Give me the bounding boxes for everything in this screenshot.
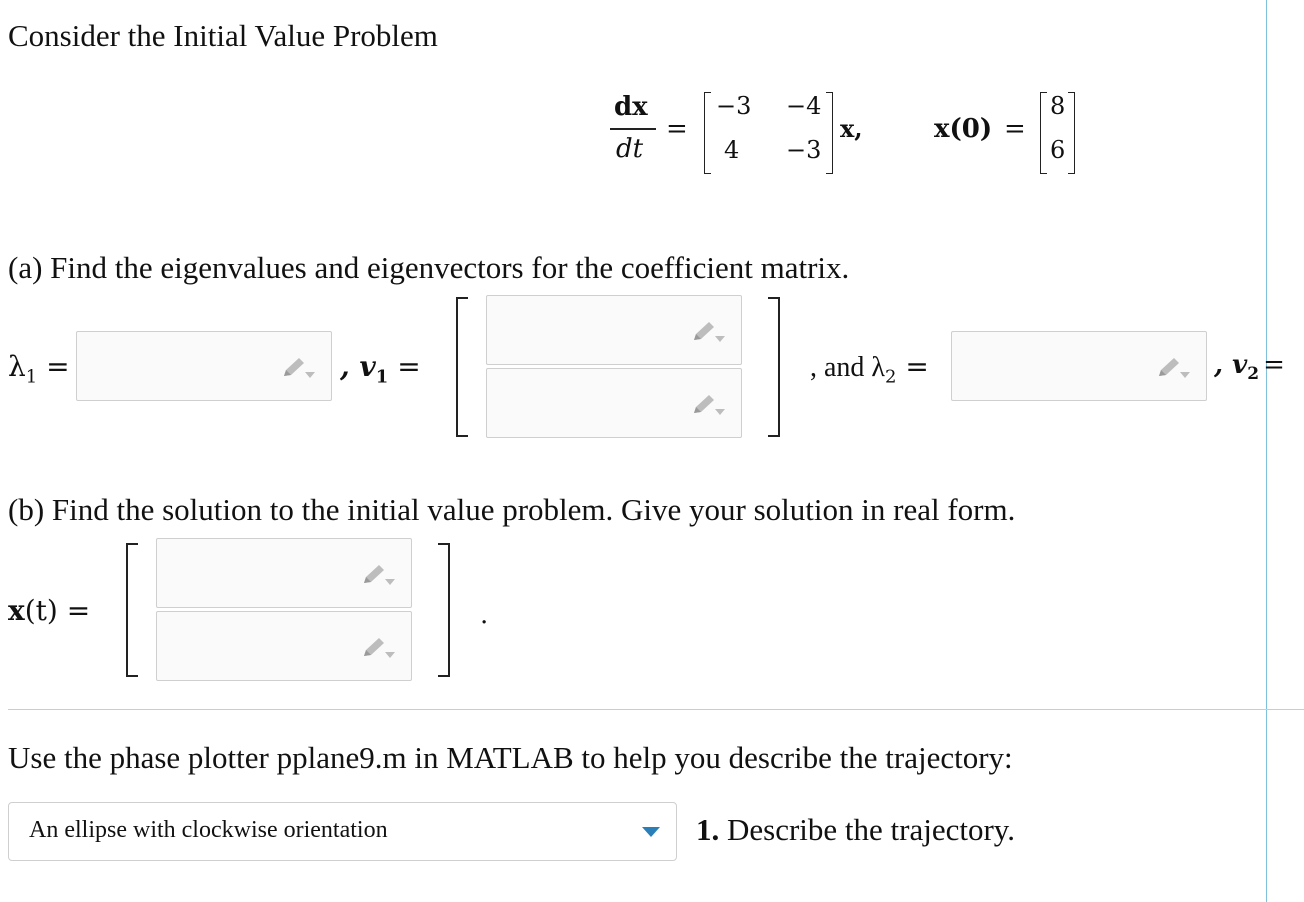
solution-period: . [480, 600, 489, 630]
part-a-prompt: (a) Find the eigenvalues and eigenvectors for the coefficient matrix. [8, 250, 850, 285]
fraction-bar [610, 128, 656, 130]
v1-subscript: 1 [375, 366, 389, 388]
matrix-left-bracket [704, 92, 711, 174]
dt-denominator: dt [616, 134, 644, 164]
trajectory-select[interactable] [8, 802, 677, 861]
ic-left-bracket [1040, 92, 1047, 174]
pencil-icon[interactable] [361, 636, 395, 662]
ic-equals-sign: = [1004, 114, 1026, 144]
lambda2-label [810, 350, 929, 388]
v1-symbol: , v [340, 350, 376, 383]
phase-plotter-prompt: Use the phase plotter pplane9.m in MATLAB to help you describe the trajectory: [8, 740, 1013, 775]
matrix-right-bracket [826, 92, 833, 174]
ivp-equation [600, 88, 1090, 178]
lambda1-label [8, 350, 70, 388]
pencil-icon[interactable] [691, 320, 725, 346]
v2-equals: = [1263, 350, 1285, 380]
solution-left-bracket [126, 543, 138, 677]
x-vector-symbol: x, [840, 114, 863, 143]
section-divider [8, 709, 1304, 710]
lambda1-equals: = [46, 350, 70, 383]
v1-left-bracket [456, 297, 468, 437]
ic-right-bracket [1068, 92, 1075, 174]
matrix-a11: −3 [716, 92, 752, 120]
v2-label [1214, 350, 1285, 384]
matrix-a21: 4 [724, 136, 740, 164]
problem-title: Consider the Initial Value Problem [8, 18, 438, 53]
ic-x1: 8 [1050, 92, 1066, 120]
v1-right-bracket [768, 297, 780, 437]
matrix-a22: −3 [786, 136, 822, 164]
x-symbol: x [8, 594, 25, 627]
v1-component-1-input[interactable] [486, 295, 742, 365]
lambda2-input[interactable] [951, 331, 1207, 401]
right-edge-divider [1266, 0, 1267, 902]
solution-component-1-input[interactable] [156, 538, 412, 608]
pencil-icon[interactable] [361, 563, 395, 589]
ic-x2: 6 [1050, 136, 1066, 164]
question-text: Describe the trajectory. [719, 812, 1016, 847]
x-of-t-label [8, 594, 90, 627]
chevron-down-icon[interactable] [642, 827, 660, 837]
x-of-t-equals: = [66, 594, 91, 627]
lambda1-subscript: 1 [25, 366, 38, 388]
solution-component-2-input[interactable] [156, 611, 412, 681]
lambda2-subscript: 2 [885, 366, 897, 388]
v2-symbol: , v [1214, 350, 1248, 380]
v1-label [340, 350, 421, 388]
dx-numerator: dx [614, 92, 648, 122]
v1-equals: = [397, 350, 421, 383]
t-argument: (t) [24, 594, 58, 627]
lambda2-equals: = [905, 350, 929, 383]
pencil-icon[interactable] [691, 393, 725, 419]
pencil-icon[interactable] [1156, 356, 1190, 382]
pencil-icon[interactable] [281, 356, 315, 382]
and-lambda-text: , and λ [810, 352, 886, 383]
ic-x: x(0) [934, 114, 993, 144]
solution-right-bracket [438, 543, 450, 677]
question-number: 1. [696, 812, 720, 847]
v2-subscript: 2 [1247, 364, 1260, 385]
lambda-symbol: λ [8, 350, 26, 383]
part-b-prompt: (b) Find the solution to the initial value problem. Give your solution in real form. [8, 492, 1016, 527]
v1-component-2-input[interactable] [486, 368, 742, 438]
equals-sign: = [666, 114, 688, 144]
initial-condition-label [934, 114, 992, 144]
matrix-a12: −4 [786, 92, 822, 120]
trajectory-question [696, 812, 1015, 848]
lambda1-input[interactable] [76, 331, 332, 401]
trajectory-select-value: An ellipse with clockwise orientation [29, 817, 388, 843]
